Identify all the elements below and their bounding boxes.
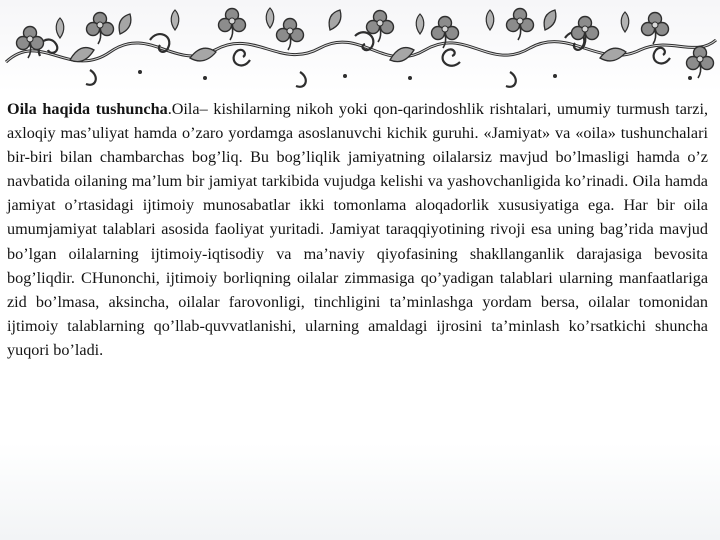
body-text-paragraph bbox=[7, 97, 708, 362]
paragraph-text: Oila– kishilarning nikoh yoki qon-qarindoshlik rishtalari, umumiy turmush tarzi, axloqiy mas’uliyat hamda o’zaro yordamga asoslanuvchi kichik guruhi. «Jamiyat» va «oila» tushunchalari bir-biri bilan chambarchas bog’liq. Bu bog’liqlik jamiyatning oilalarsiz mavjud bo’lmasligi hamda o’z navbatida oilaning ma’lum bir jamiyat tarkibida vujudga kelishi va yashovchanligida ko’rinadi. Oila hamda jamiyat o’rtasidagi ijtimoiy munosabatlar ikki tomonlama aloqadorlik xususiyatiga ega. Har bir oila umumjamiyat talablari asosida faoliyat yuritadi. Jamiyat taraqqiyotining rivoji esa uning bag’rida mavjud bo’lgan oilalarning ijtimoiy-iqtisodiy va ma’naviy qiyofasining shakllanganlik darajasiga bevosita bog’liqdir. CHunonchi, ijtimoiy borliqning oilalar zimmasiga qo’yadigan talablari ularning manfaatlariga zid bo’lmasa, aksincha, oilalar farovonligi, tinchligini ta’minlashga yordam bersa, oilalar tomonidan ijtimoiy talablarning qo’llab-quvvatlanishi, ularning amaldagi ijrosini ta’minlash ko’rsatkichi shuncha yuqori bo’ladi. bbox=[7, 100, 708, 359]
heading-period: . bbox=[167, 100, 172, 118]
section-heading: Oila haqida tushuncha bbox=[7, 100, 168, 118]
floral-ornament-banner bbox=[0, 0, 720, 92]
